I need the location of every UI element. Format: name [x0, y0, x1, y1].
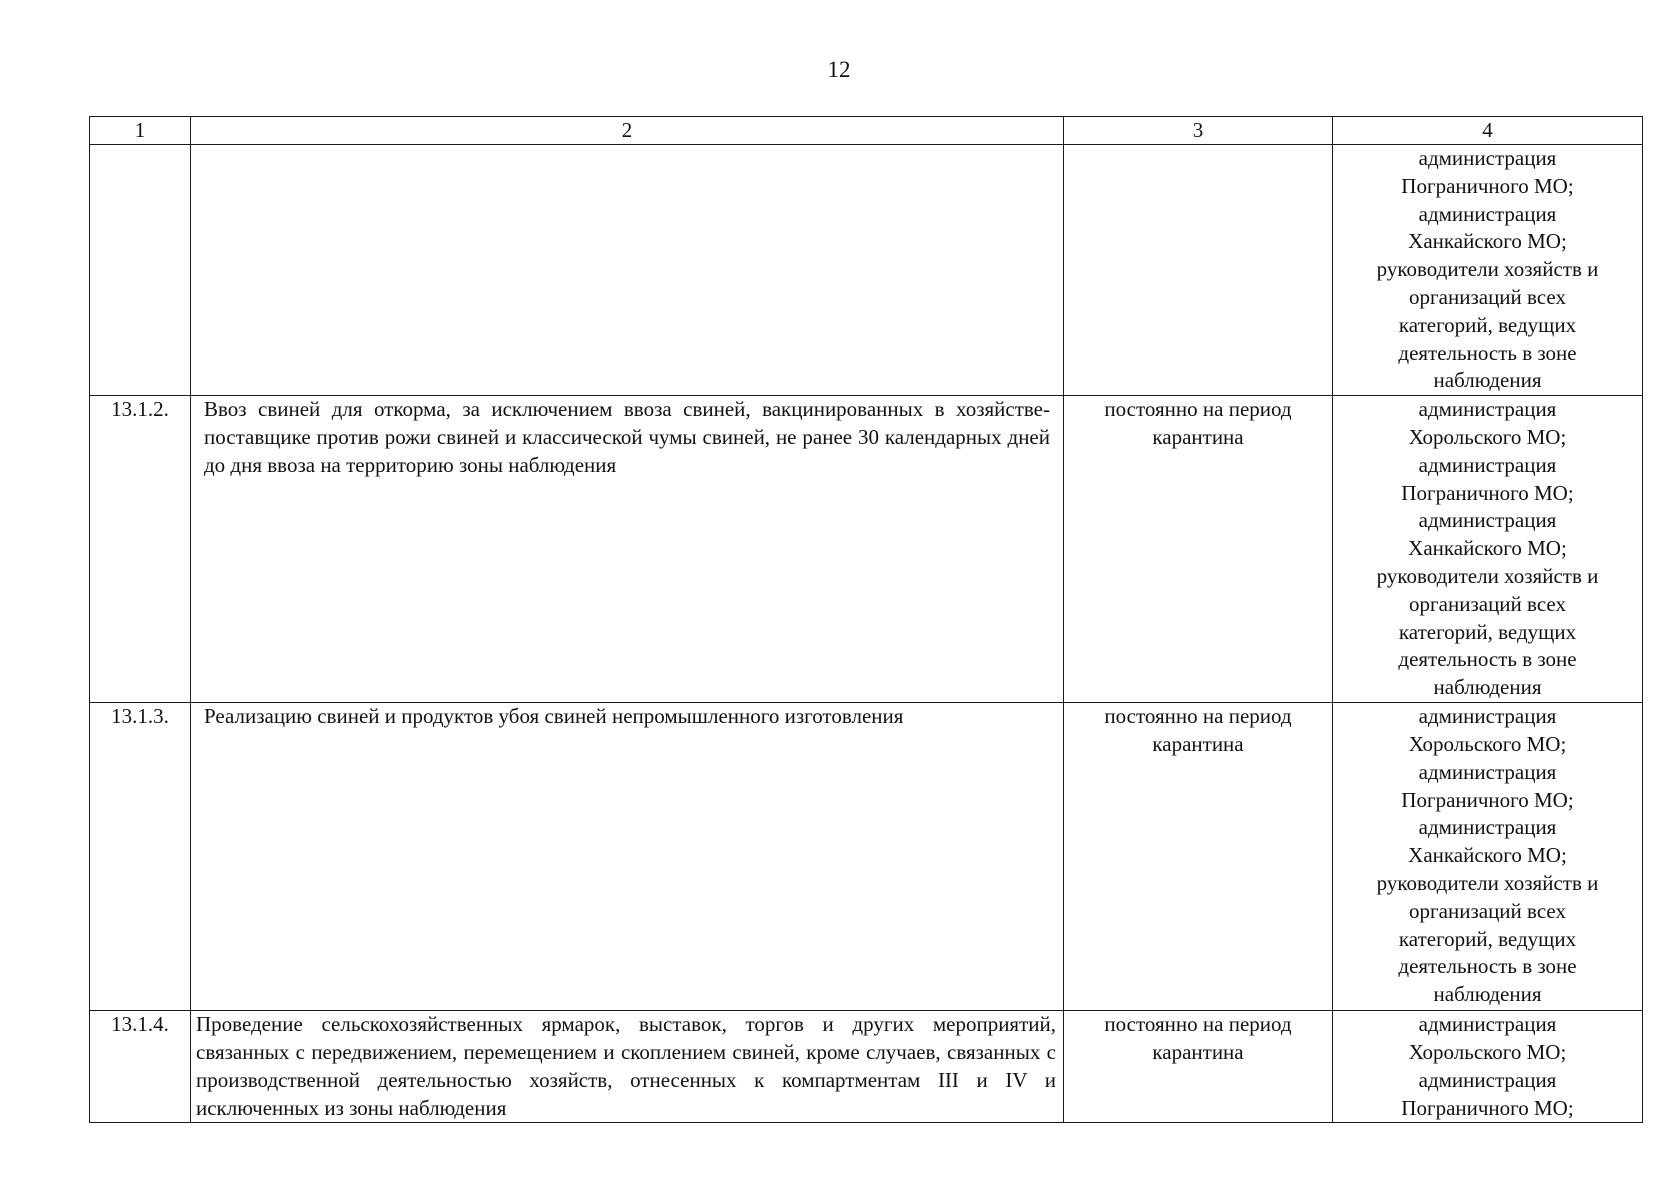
row-number-cell: 13.1.4. — [90, 1011, 191, 1123]
row-responsible-cell — [1333, 396, 1643, 703]
responsible-line: наблюдения — [1433, 368, 1542, 393]
responsible-line: администрация — [1418, 759, 1557, 784]
responsible-line: Пограничного МО; — [1401, 1095, 1574, 1120]
row-responsible-cell — [1333, 703, 1643, 1011]
row-responsible-cell — [1333, 145, 1643, 396]
responsible-line: Пограничного МО; — [1401, 787, 1574, 812]
responsible-line: Пограничного МО; — [1401, 480, 1574, 505]
period-line: постоянно на период — [1104, 1012, 1292, 1037]
measures-table — [89, 116, 1643, 1123]
responsible-line: категорий, ведущих — [1398, 926, 1577, 951]
table-header-row — [90, 117, 1643, 145]
header-cell-1: 1 — [90, 117, 191, 145]
responsible-line: Ханкайского МО; — [1408, 229, 1567, 254]
period-line: карантина — [1152, 731, 1244, 756]
responsible-line: руководители хозяйств и — [1376, 563, 1599, 588]
responsible-line: руководители хозяйств и — [1376, 257, 1599, 282]
header-cell-4: 4 — [1333, 117, 1643, 145]
responsible-line: наблюдения — [1433, 982, 1542, 1007]
responsible-line: администрация — [1418, 508, 1557, 533]
responsible-line: Хорольского МО; — [1408, 1039, 1567, 1064]
row-period-cell — [1064, 1011, 1333, 1123]
table-row — [90, 145, 1643, 396]
responsible-line: администрация — [1418, 704, 1557, 729]
row-number-cell — [90, 145, 191, 396]
responsible-line: Ханкайского МО; — [1408, 843, 1567, 868]
header-cell-2: 2 — [191, 117, 1064, 145]
responsible-line: Пограничного МО; — [1401, 173, 1574, 198]
row-period-cell — [1064, 396, 1333, 703]
row-description-cell: Реализацию свиней и продуктов убоя свиней непромышленного изготовления — [191, 703, 1064, 1011]
responsible-line: деятельность в зоне — [1398, 954, 1577, 979]
responsible-line: администрация — [1418, 201, 1557, 226]
table-row — [90, 396, 1643, 703]
responsible-line: администрация — [1418, 815, 1557, 840]
responsible-line: категорий, ведущих — [1398, 619, 1577, 644]
responsible-line: категорий, ведущих — [1398, 312, 1577, 337]
page-number: 12 — [827, 57, 851, 82]
period-line: карантина — [1152, 1039, 1244, 1064]
responsible-line: администрация — [1418, 452, 1557, 477]
responsible-line: организаций всех — [1409, 898, 1566, 923]
row-period-cell — [1064, 145, 1333, 396]
row-responsible-cell — [1333, 1011, 1643, 1123]
responsible-line: наблюдения — [1433, 675, 1542, 700]
responsible-line: администрация — [1418, 397, 1557, 422]
row-description-cell: Проведение сельскохозяйственных ярмарок, выставок, торгов и других мероприятий, связанных с передвижением, перемещением и скоплением свиней, кроме случаев, связанных с производственной деятельностью хозяйств, отнесенных к компартментам III и IV и исключенных из зоны наблюдения — [191, 1011, 1064, 1123]
row-description-cell — [191, 145, 1064, 396]
period-line: постоянно на период — [1104, 704, 1292, 729]
row-description-cell: Ввоз свиней для откорма, за исключением ввоза свиней, вакцинированных в хозяйстве-поставщике против рожи свиней и классической чумы свиней, не ранее 30 календарных дней до дня ввоза на территорию зоны наблюдения — [191, 396, 1064, 703]
responsible-line: администрация — [1418, 1012, 1557, 1037]
responsible-line: организаций всех — [1409, 591, 1566, 616]
responsible-line: деятельность в зоне — [1398, 340, 1577, 365]
row-number-cell: 13.1.2. — [90, 396, 191, 703]
period-line: карантина — [1152, 424, 1244, 449]
responsible-line: администрация — [1418, 1067, 1557, 1092]
row-number-cell: 13.1.3. — [90, 703, 191, 1011]
table-row — [90, 703, 1643, 1011]
responsible-line: администрация — [1418, 146, 1557, 170]
responsible-line: организаций всех — [1409, 284, 1566, 309]
row-period-cell — [1064, 703, 1333, 1011]
responsible-line: Ханкайского МО; — [1408, 536, 1567, 561]
header-cell-3: 3 — [1064, 117, 1333, 145]
period-line: постоянно на период — [1104, 397, 1292, 422]
responsible-line: руководители хозяйств и — [1376, 870, 1599, 895]
responsible-line: деятельность в зоне — [1398, 647, 1577, 672]
table-row — [90, 1011, 1643, 1123]
responsible-line: Хорольского МО; — [1408, 731, 1567, 756]
responsible-line: Хорольского МО; — [1408, 424, 1567, 449]
